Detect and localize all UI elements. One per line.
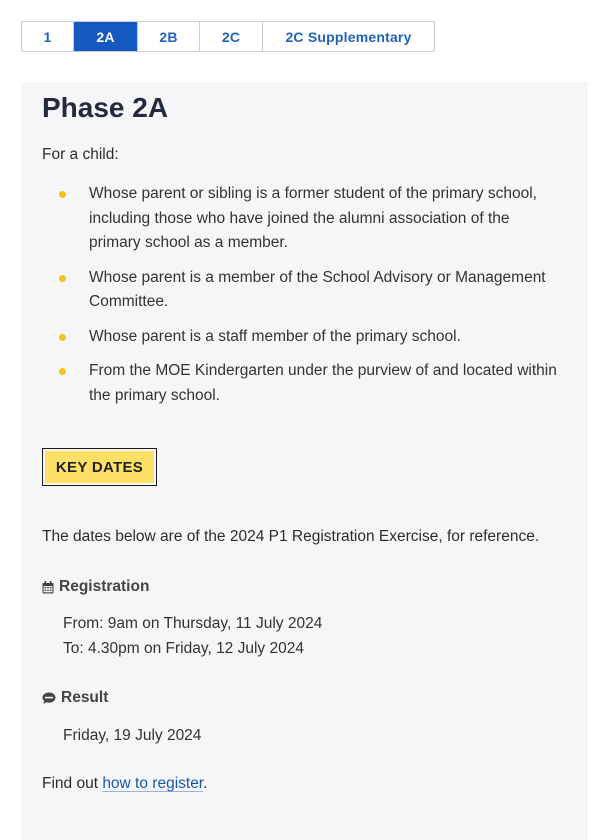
tab-phase-1[interactable]: 1 <box>22 22 74 51</box>
bullet-dot-icon <box>59 334 66 341</box>
key-dates-label: KEY DATES <box>45 451 154 483</box>
registration-from: From: 9am on Thursday, 11 July 2024 <box>63 615 323 632</box>
bullet-dot-icon <box>59 368 66 375</box>
list-item-text: Whose parent is a member of the School Advisory or Management Committee. <box>89 268 546 310</box>
list-item <box>42 266 562 315</box>
list-item <box>42 182 562 256</box>
page-title: Phase 2A <box>42 92 169 123</box>
tab-phase-2a[interactable]: 2A <box>74 22 138 51</box>
list-item <box>42 325 562 350</box>
registration-heading-label: Registration <box>59 578 150 595</box>
tab-phase-2b[interactable]: 2B <box>138 22 200 51</box>
phase-panel <box>21 82 588 840</box>
find-out-prefix: Find out <box>42 775 103 792</box>
tab-phase-2c-supplementary[interactable]: 2C Supplementary <box>285 28 412 45</box>
list-item <box>42 359 562 408</box>
how-to-register-link[interactable]: how to register <box>102 775 204 792</box>
calendar-icon <box>42 581 54 594</box>
find-out-text <box>42 775 207 793</box>
list-item-text: Whose parent is a staff member of the primary school. <box>89 327 461 345</box>
list-item-text: Whose parent or sibling is a former student of the primary school, including those who have joined the alumni association of the primary school as a member. <box>89 185 537 251</box>
registration-to: To: 4.30pm on Friday, 12 July 2024 <box>63 640 304 657</box>
bullet-dot-icon <box>59 191 66 198</box>
result-heading <box>42 689 108 707</box>
dates-note: The dates below are of the 2024 P1 Registration Exercise, for reference. <box>42 528 540 545</box>
phase-intro: For a child: <box>42 146 119 163</box>
eligibility-list <box>42 182 562 418</box>
phase-tabs <box>21 21 435 52</box>
registration-heading <box>42 578 149 596</box>
result-date: Friday, 19 July 2024 <box>63 727 202 744</box>
tab-phase-2c[interactable]: 2C <box>200 22 263 51</box>
key-dates-badge <box>42 448 157 486</box>
list-item-text: From the MOE Kindergarten under the purview of and located within the primary school. <box>89 362 557 404</box>
sms-bubble-icon <box>42 692 56 705</box>
find-out-suffix: . <box>203 775 208 792</box>
result-heading-label: Result <box>61 689 109 706</box>
bullet-dot-icon <box>59 275 66 282</box>
